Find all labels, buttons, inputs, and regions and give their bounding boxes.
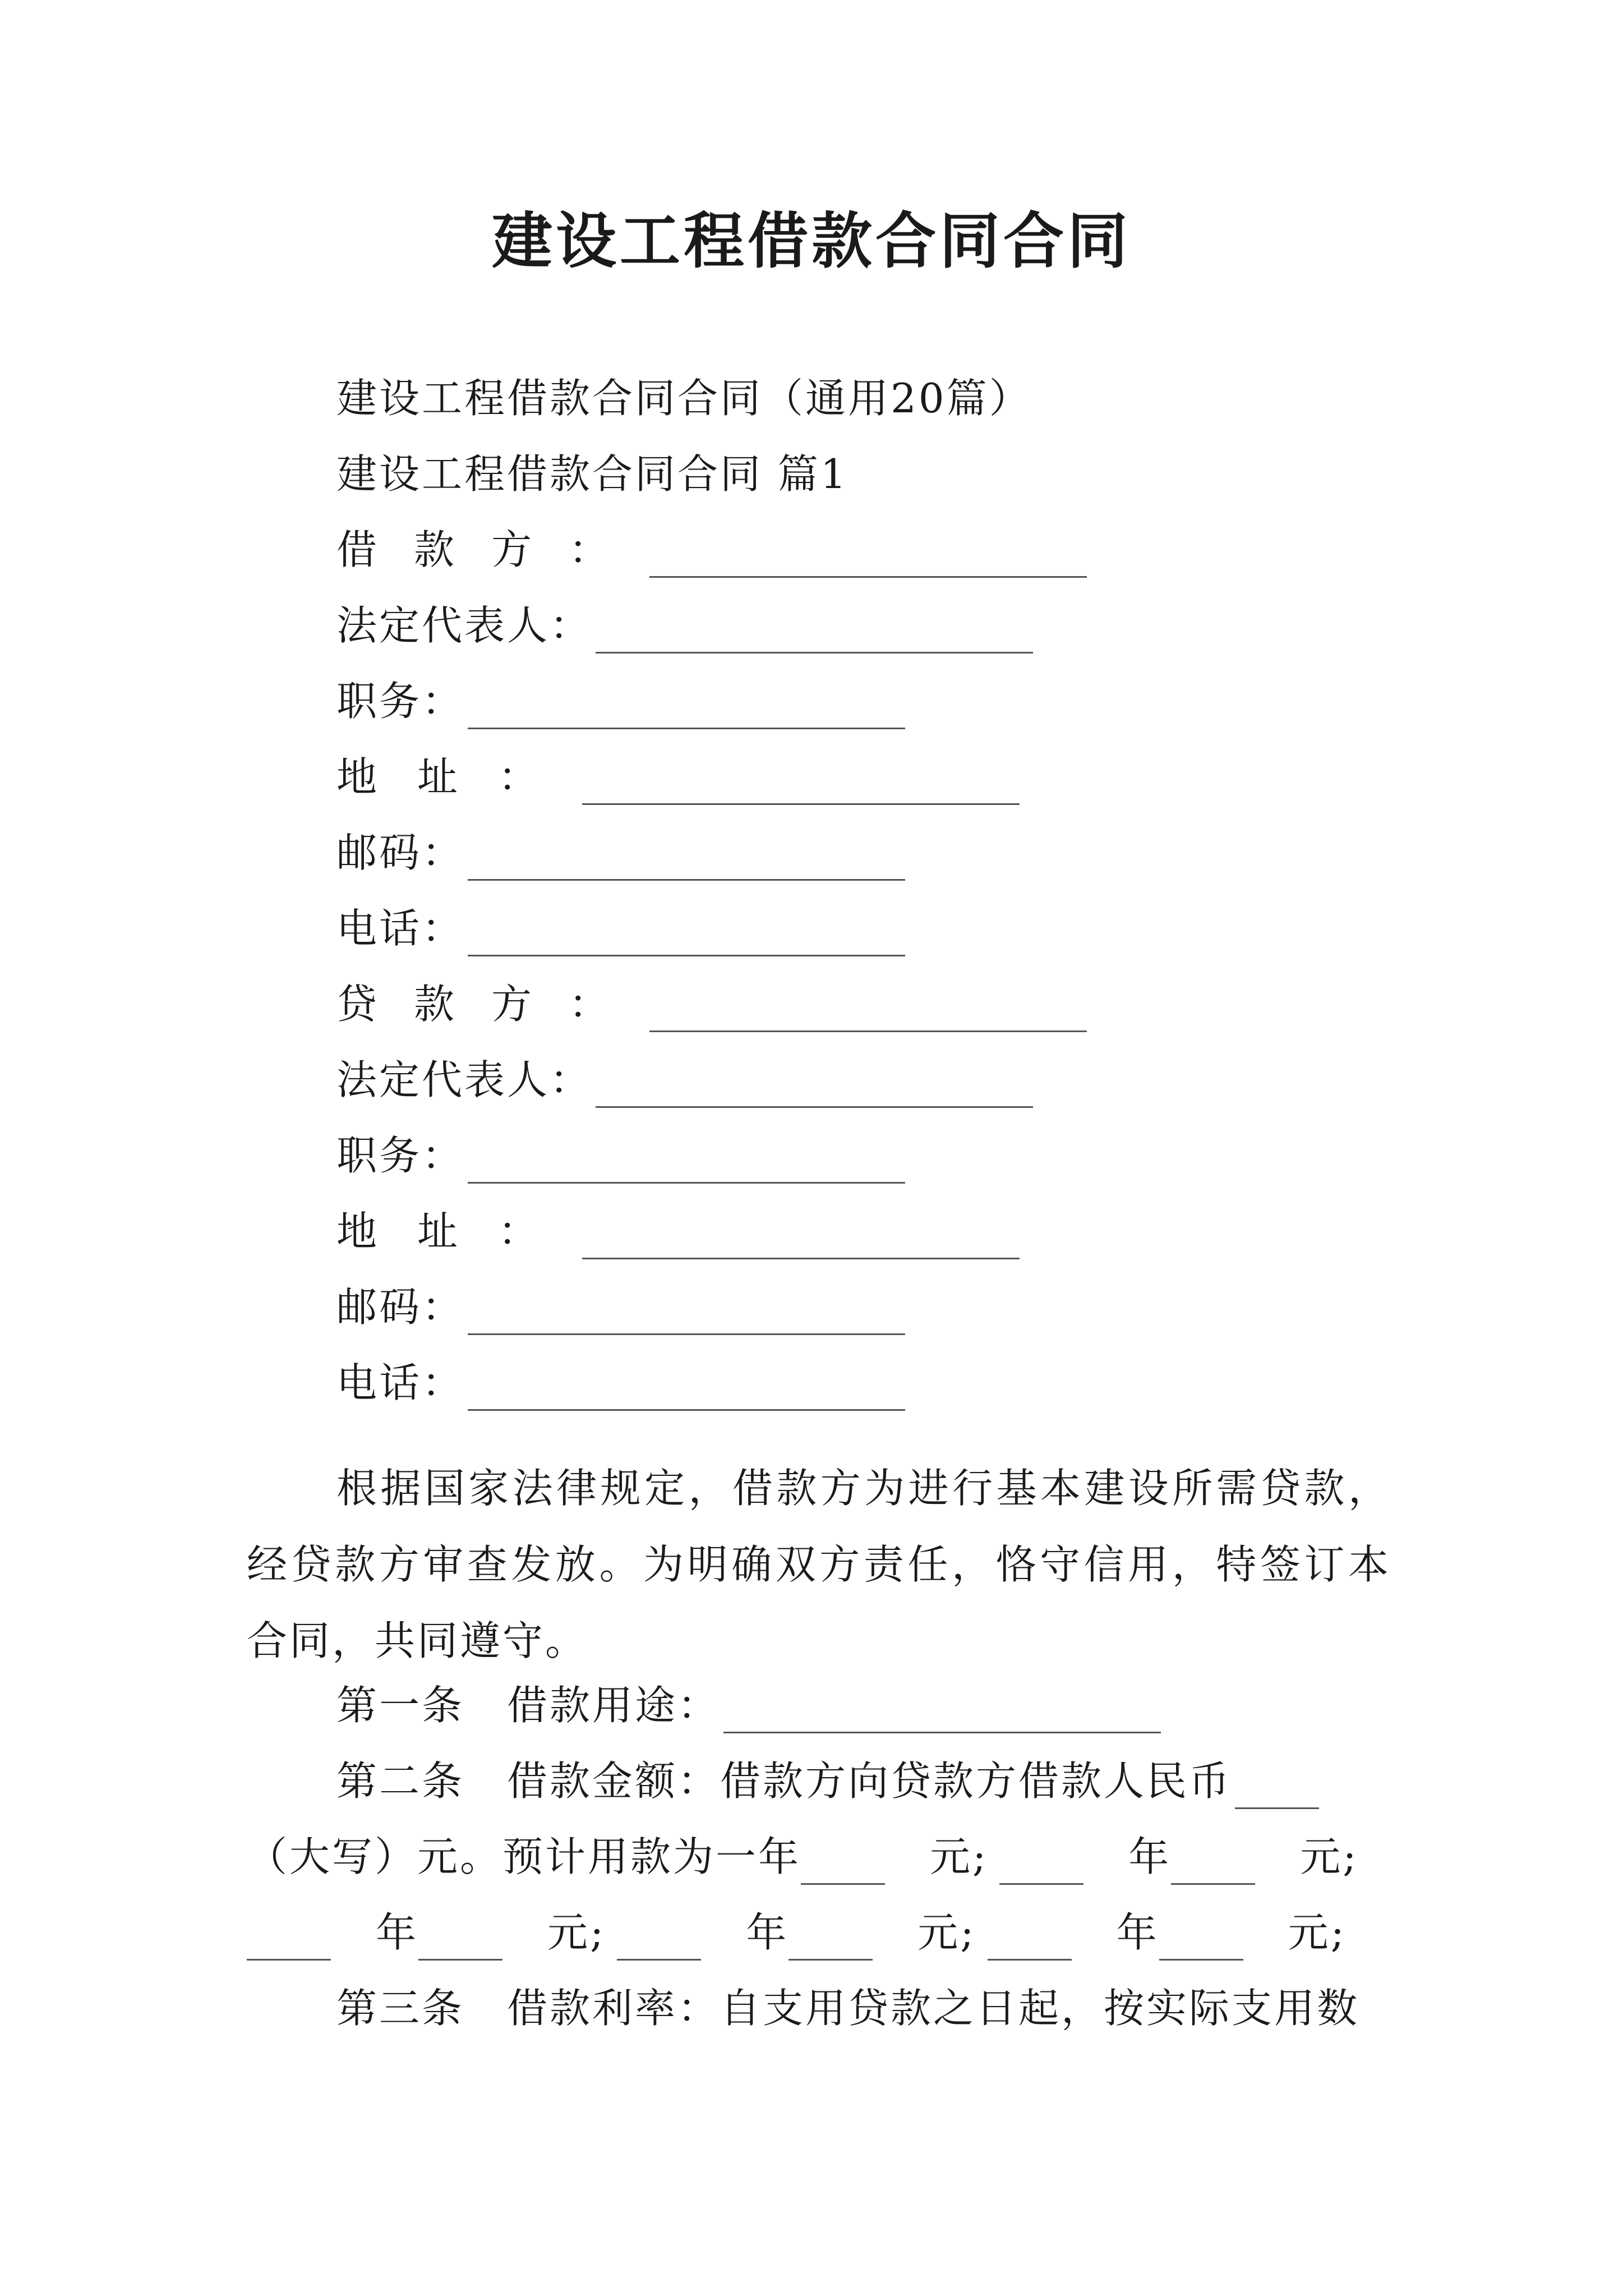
lender-postcode-row: [336, 1279, 905, 1335]
lender-postcode-label: 邮码：: [336, 1283, 465, 1331]
unit-year-2: 年: [1128, 1833, 1172, 1880]
borrower-rep-label: 法定代表人：: [336, 602, 593, 649]
unit-year-5: 年: [1116, 1909, 1159, 1956]
lender-rep-row: [336, 1052, 1033, 1108]
lender-position-field[interactable]: [468, 1143, 905, 1184]
borrower-phone-field[interactable]: [468, 915, 905, 956]
borrower-address-row: [336, 749, 1020, 805]
article-1-row: [336, 1677, 1161, 1733]
borrower-phone-row: [336, 900, 905, 956]
unit-year-3: 年: [376, 1909, 419, 1956]
document-title: 建设工程借款合同合同: [491, 206, 1131, 277]
year-2-field[interactable]: [999, 1846, 1083, 1885]
year-1-amount-field[interactable]: [801, 1846, 885, 1885]
unit-year-4: 年: [746, 1909, 789, 1956]
lender-position-row: [336, 1128, 905, 1184]
section-title: 建设工程借款合同合同 篇1: [336, 450, 849, 498]
lender-address-label: 地址：: [336, 1208, 579, 1255]
year-2-amount-field[interactable]: [1171, 1846, 1255, 1885]
unit-yuan-3: 元;: [547, 1909, 606, 1956]
unit-yuan-1: 元;: [930, 1833, 989, 1880]
year-4-amount-field[interactable]: [789, 1922, 873, 1961]
lender-party-field[interactable]: [649, 991, 1087, 1032]
article-1-label: 第一条 借款用途：: [336, 1682, 721, 1729]
borrower-party-label: 借款方：: [336, 526, 647, 573]
article-2-row-b: [247, 1829, 1359, 1885]
lender-address-row: [336, 1203, 1020, 1259]
year-3-field[interactable]: [247, 1922, 331, 1961]
article-3-text: 第三条 借款利率：自支用贷款之日起，按实际支用数: [336, 1985, 1360, 2032]
article-2-row: [336, 1753, 1319, 1809]
unit-yuan-4: 元;: [917, 1909, 976, 1956]
year-5-field[interactable]: [988, 1922, 1072, 1961]
borrower-position-field[interactable]: [468, 688, 905, 729]
unit-yuan-2: 元;: [1300, 1833, 1359, 1880]
article-1-field[interactable]: [723, 1692, 1161, 1733]
document-subtitle: 建设工程借款合同合同（通用20篇）: [336, 375, 1032, 422]
intro-paragraph: 根据国家法律规定，借款方为进行基本建设所需贷款，经贷款方审查发放。为明确双方责任，恪守信用，特签订本合同，共同遵守。: [247, 1465, 1391, 1664]
borrower-phone-label: 电话：: [336, 905, 465, 952]
borrower-position-row: [336, 673, 905, 729]
lender-position-label: 职务：: [336, 1132, 465, 1179]
lender-address-field[interactable]: [582, 1218, 1020, 1259]
lender-postcode-field[interactable]: [468, 1294, 905, 1335]
article-2-row-c: [247, 1904, 1347, 1961]
borrower-rep-row: [336, 597, 1033, 654]
year-4-field[interactable]: [617, 1922, 701, 1961]
lender-party-label: 贷款方：: [336, 981, 647, 1028]
article-2-text-b: （大写）元。预计用款为一年: [247, 1833, 801, 1880]
lender-phone-row: [336, 1355, 905, 1411]
year-5-amount-field[interactable]: [1159, 1922, 1243, 1961]
article-2-text-a: 第二条 借款金额：借款方向贷款方借款人民币: [336, 1757, 1232, 1805]
borrower-rep-field[interactable]: [596, 613, 1033, 654]
lender-party-row: [336, 976, 1087, 1032]
borrower-position-label: 职务：: [336, 678, 465, 725]
lender-phone-label: 电话：: [336, 1359, 465, 1406]
borrower-address-label: 地址：: [336, 753, 579, 800]
year-3-amount-field[interactable]: [418, 1922, 502, 1961]
borrower-party-row: [336, 522, 1087, 578]
borrower-postcode-field[interactable]: [468, 840, 905, 881]
borrower-postcode-label: 邮码：: [336, 829, 465, 876]
borrower-address-field[interactable]: [582, 764, 1020, 805]
borrower-party-field[interactable]: [649, 537, 1087, 578]
loan-amount-field[interactable]: [1235, 1768, 1319, 1809]
lender-rep-field[interactable]: [596, 1067, 1033, 1108]
borrower-postcode-row: [336, 825, 905, 881]
lender-phone-field[interactable]: [468, 1370, 905, 1411]
unit-yuan-5: 元;: [1288, 1909, 1347, 1956]
lender-rep-label: 法定代表人：: [336, 1056, 593, 1103]
